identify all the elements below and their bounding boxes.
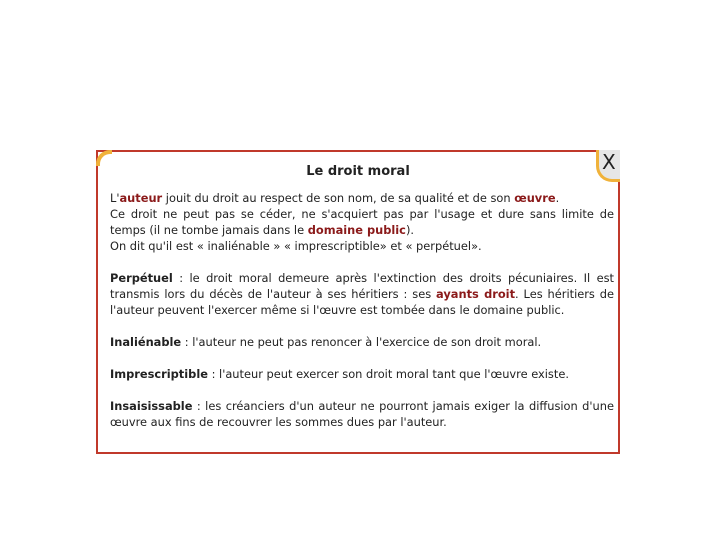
insaisissable-paragraph <box>110 398 614 430</box>
close-icon[interactable]: X <box>602 150 616 174</box>
intro-text: Ce droit ne peut pas se céder, ne s'acquiert pas par l'usage et dure sans limite de temps (il ne tombe jamais dans le <box>110 207 614 237</box>
definition-text: : le droit moral demeure après l'extinction des droits pécuniaires. Il est transmis lors du décès de l'auteur à ses héritiers : ses <box>110 271 614 301</box>
definition-text: : l'auteur ne peut pas renoncer à l'exercice de son droit moral. <box>181 335 542 349</box>
perpetuel-paragraph <box>110 270 614 318</box>
term-insaisissable: Insaisissable <box>110 399 193 413</box>
definition-text: . Les héritiers de l'auteur peuvent l'exercer même si l'œuvre est tombée dans le domaine public. <box>110 287 615 317</box>
imprescriptible-paragraph <box>110 366 614 382</box>
term-imprescriptible: Imprescriptible <box>110 367 208 381</box>
info-dialog <box>96 150 620 454</box>
keyword-domaine-public: domaine public <box>307 223 406 237</box>
definition-text: : l'auteur peut exercer son droit moral tant que l'œuvre existe. <box>207 367 569 381</box>
keyword-ayants-droit: ayants droit <box>436 287 516 301</box>
intro-text: . <box>555 191 560 205</box>
intro-text: L' <box>110 191 120 205</box>
keyword-oeuvre: œuvre <box>514 191 556 205</box>
dialog-content <box>110 190 614 446</box>
inalienable-paragraph <box>110 334 614 350</box>
definition-text: : les créanciers d'un auteur ne pourront jamais exiger la diffusion d'une œuvre aux fins de recouvrer les sommes dues par l'auteur. <box>110 399 614 429</box>
intro-paragraph <box>110 190 614 254</box>
dialog-title: Le droit moral <box>306 164 410 179</box>
intro-text: On dit qu'il est « inaliénable » « imprescriptible» et « perpétuel». <box>110 239 482 253</box>
term-inalienable: Inaliénable <box>110 335 182 349</box>
term-perpetuel: Perpétuel <box>110 271 173 285</box>
keyword-auteur: auteur <box>119 191 163 205</box>
intro-text: ). <box>405 223 415 237</box>
intro-text: jouit du droit au respect de son nom, de sa qualité et de son <box>162 191 515 205</box>
